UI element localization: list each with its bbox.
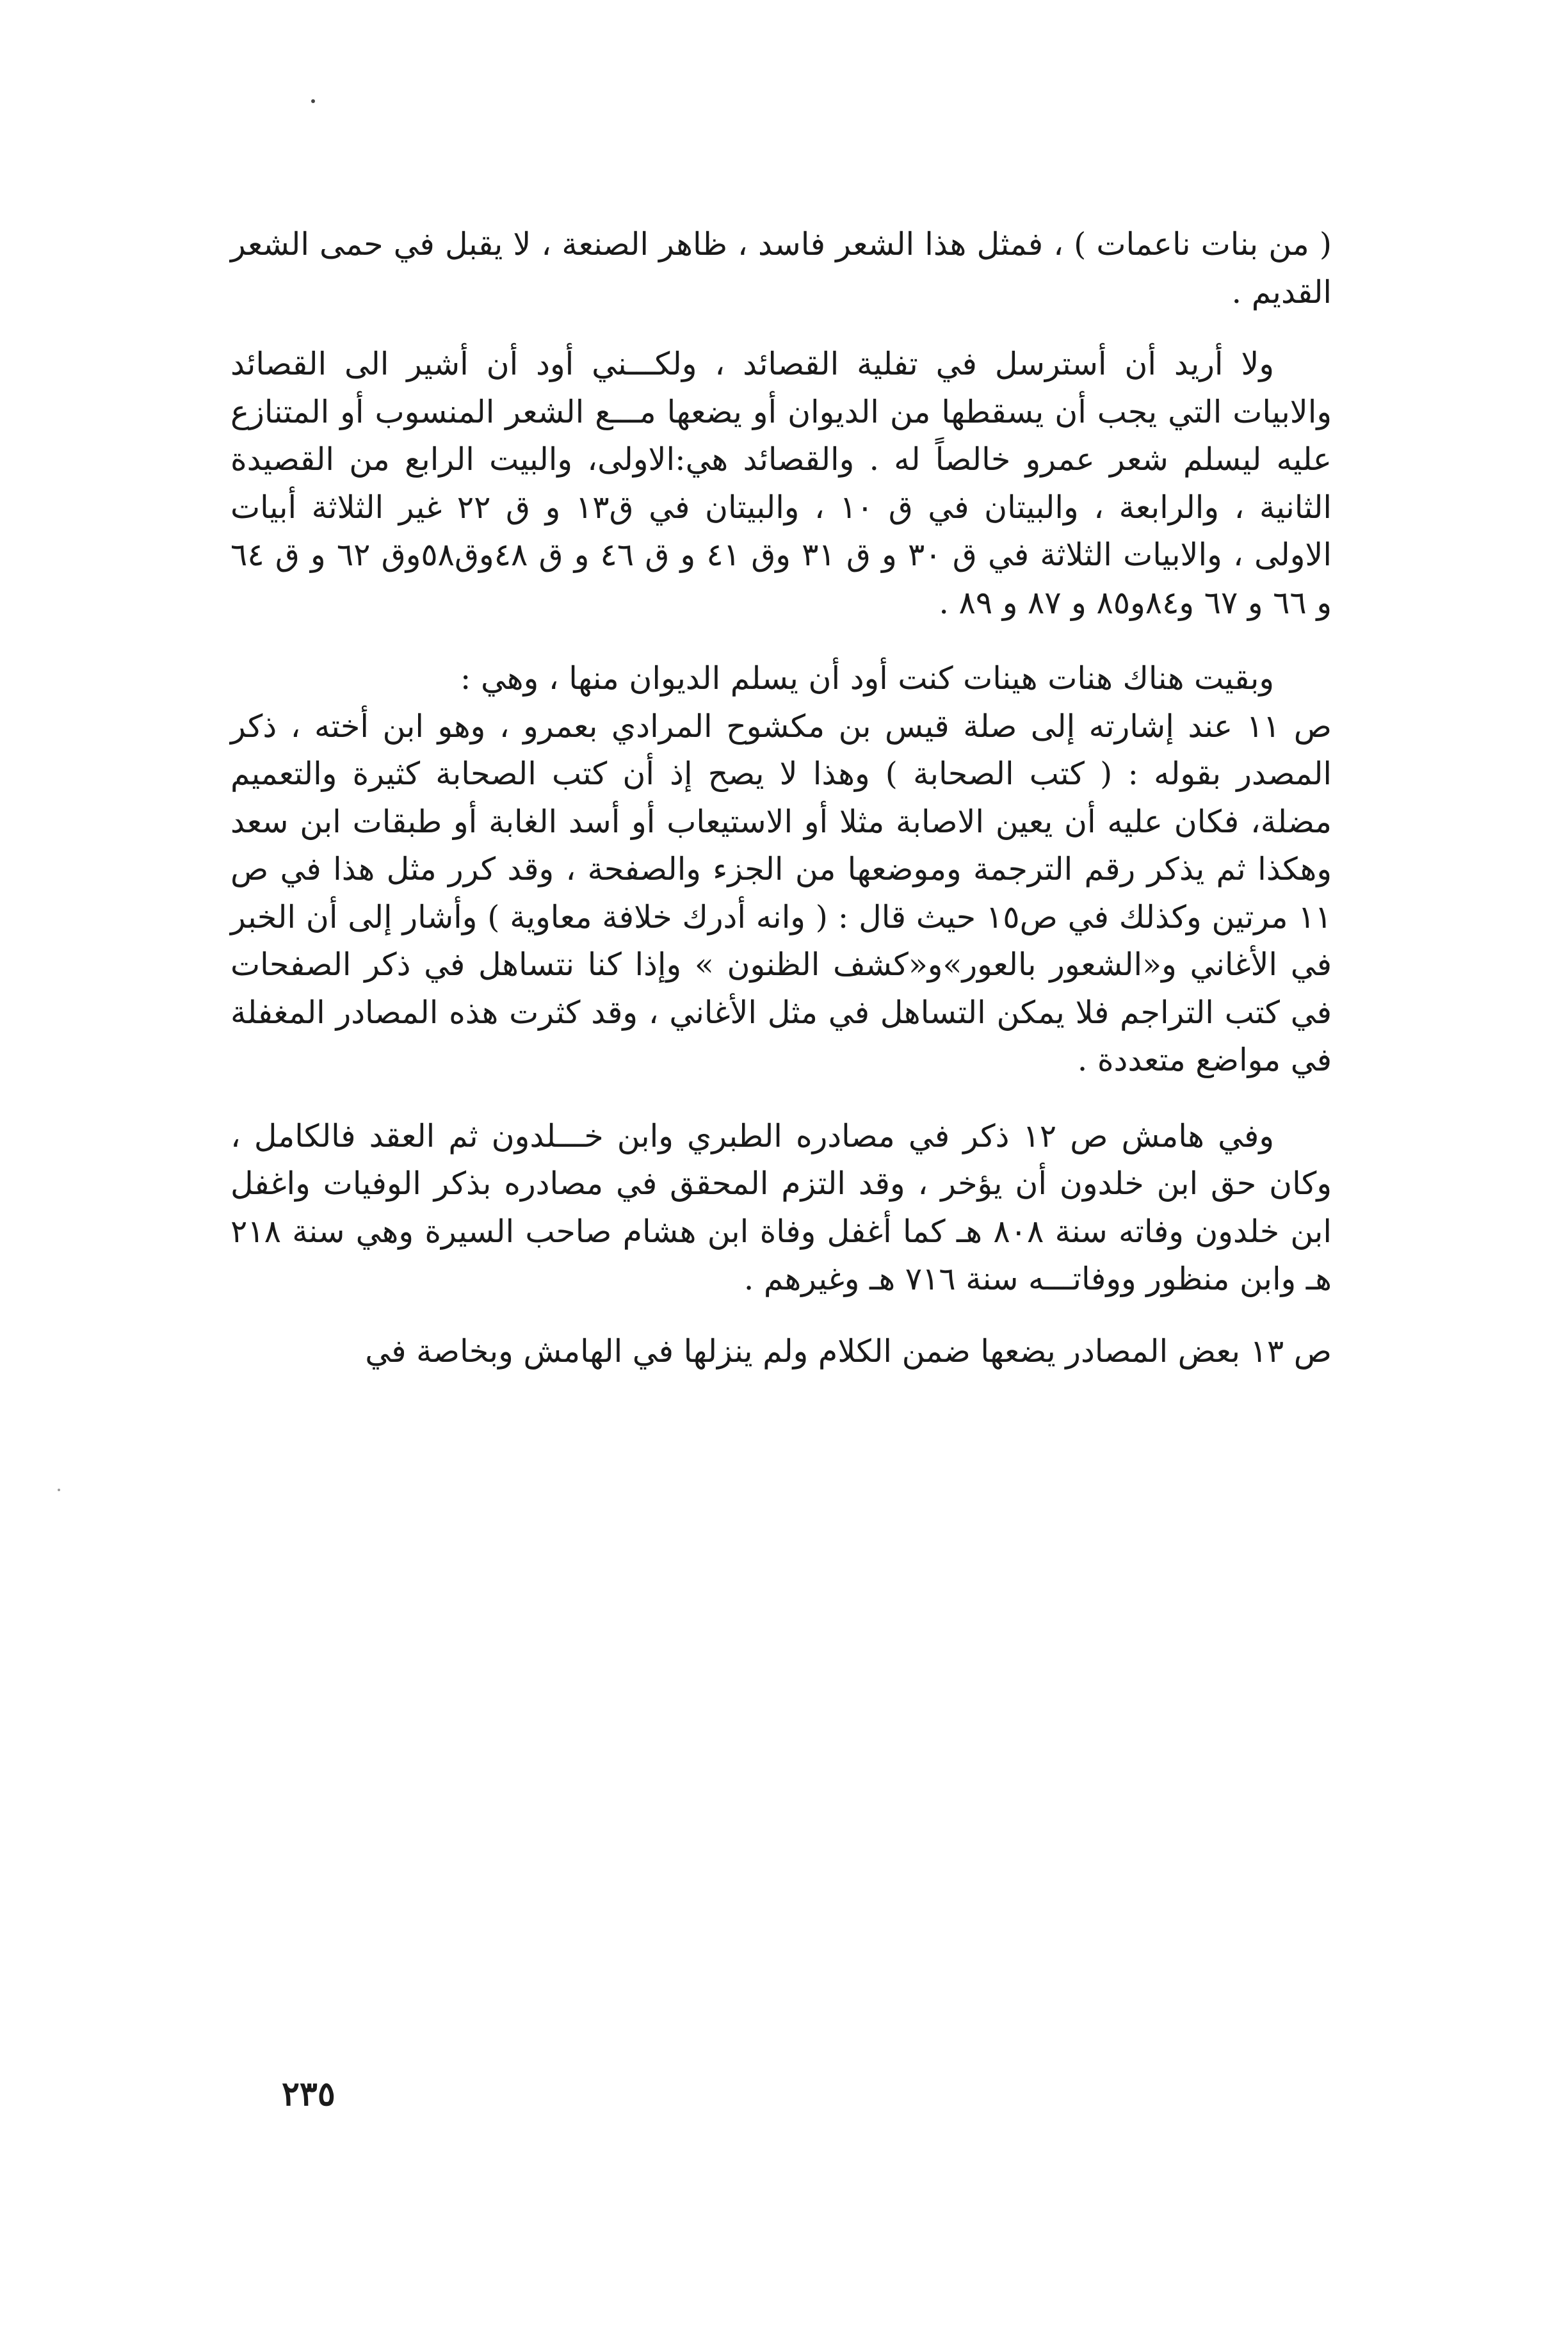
- paragraph-6: ص ١٣ بعض المصادر يضعها ضمن الكلام ولم ينزلها في الهامش وبخاصة في: [365, 1332, 1332, 1370]
- body-text: [230, 221, 1332, 1375]
- page-number: ٢٣٥: [282, 2074, 335, 2114]
- scan-speck: [311, 99, 315, 103]
- paragraph-3: وبقيت هناك هنات هينات كنت أود أن يسلم الديوان منها ، وهي :: [460, 660, 1274, 697]
- paragraph-4: ص ١١ عند إشارته إلى صلة قيس بن مكشوح المرادي بعمرو ، وهو ابن أخته ، ذكر المصدر بقوله : ( كتب الصحابة ) وهذا لا يصح إذ أن كتب الصحابة كثيرة والتعميم مضلة، فكان عليه أن يعين الاصابة مثلا أو الاستيعاب أو أسد الغابة أو طبقات ابن سعد وهكذا ثم يذكر رقم الترجمة وموضعها من الجزء والصفحة ، وقد كرر مثل هذا في ص ١١ مرتين وكذلك في ص١٥ حيث قال : ( وانه أدرك خلافة معاوية ) وأشار إلى أن الخبر في الأغاني و«الشعور بالعور»و«كشف الظنون » وإذا كنا نتساهل في ذكر الصفحات في كتب التراجم فلا يمكن التساهل في مثل الأغاني ، وقد كثرت هذه المصادر المغفلة في مواضع متعددة .: [230, 708, 1332, 1078]
- scan-speck: [58, 1489, 60, 1491]
- paragraph-5: وفي هامش ص ١٢ ذكر في مصادره الطبري وابن خـــلدون ثم العقد فالكامل ، وكان حق ابن خلدون أن يؤخر ، وقد التزم المحقق في مصادره بذكر الوفيات واغفل ابن خلدون وفاته سنة ٨٠٨ هـ كما أغفل وفاة ابن هشام صاحب السيرة وهي سنة ٢١٨ هـ وابن منظور ووفاتـــه سنة ٧١٦ هـ وغيرهم .: [230, 1117, 1332, 1297]
- paragraph-2: ولا أريد أن أسترسل في تفلية القصائد ، ولكـــني أود أن أشير الى القصائد والابيات التي يجب أن يسقطها من الديوان أو يضعها مـــع الشعر المنسوب أو المتنازع عليه ليسلم شعر عمرو خالصاً له . والقصائد هي:الاولى، والبيت الرابع من القصيدة الثانية ، والرابعة ، والبيتان في ق ١٠ ، والبيتان في ق١٣ و ق ٢٢ غير الثلاثة أبيات الاولى ، والابيات الثلاثة في ق ٣٠ و ق ٣١ وق ٤١ و ق ٤٦ و ق ٤٨وق٥٨وق ٦٢ و ق ٦٤ و ٦٦ و ٦٧ و٨٤و٨٥ و ٨٧ و ٨٩ .: [230, 346, 1332, 621]
- paragraph-1: ( من بنات ناعمات ) ، فمثل هذا الشعر فاسد ، ظاهر الصنعة ، لا يقبل في حمى الشعر القديم .: [230, 226, 1332, 311]
